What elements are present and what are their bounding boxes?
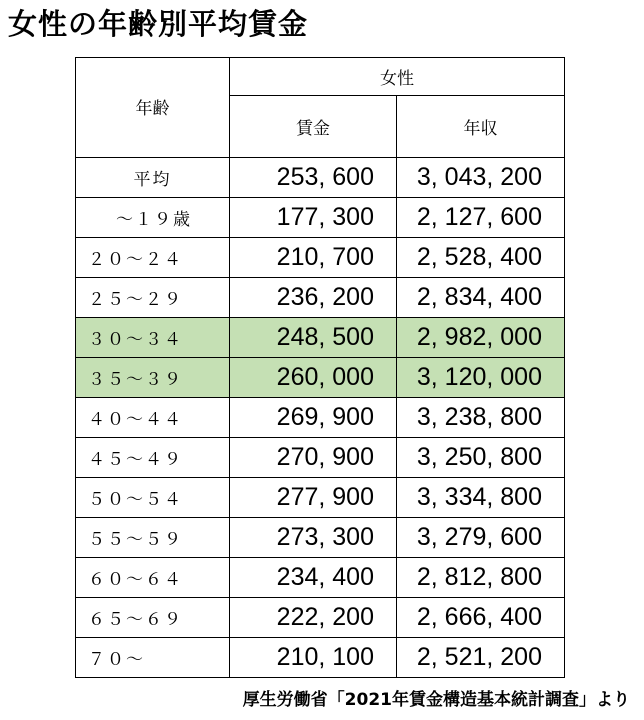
table-row: [76, 318, 565, 358]
header-annual: 年収: [397, 96, 565, 158]
wage-cell: 248, 500: [230, 318, 397, 358]
age-cell: ５５～５９: [76, 518, 230, 558]
wage-cell: 234, 400: [230, 558, 397, 598]
header-wage: 賃金: [230, 96, 397, 158]
wage-cell: 269, 900: [230, 398, 397, 438]
wage-cell: 236, 200: [230, 278, 397, 318]
annual-cell: 2, 127, 600: [397, 198, 565, 238]
age-cell: ５０～５４: [76, 478, 230, 518]
annual-cell: 2, 834, 400: [397, 278, 565, 318]
table-row: [76, 518, 565, 558]
age-cell: 平均: [76, 158, 230, 198]
annual-cell: 2, 666, 400: [397, 598, 565, 638]
annual-cell: 2, 982, 000: [397, 318, 565, 358]
table-row: [76, 598, 565, 638]
wage-cell: 260, 000: [230, 358, 397, 398]
wage-table: [75, 57, 565, 678]
age-cell: ４０～４４: [76, 398, 230, 438]
page-title: 女性の年齢別平均賃金: [8, 7, 309, 41]
header-gender: 女性: [230, 58, 565, 96]
table-row: [76, 398, 565, 438]
table-row: [76, 358, 565, 398]
annual-cell: 3, 120, 000: [397, 358, 565, 398]
wage-cell: 210, 700: [230, 238, 397, 278]
annual-cell: 2, 521, 200: [397, 638, 565, 678]
age-cell: ３５～３９: [76, 358, 230, 398]
age-cell: ４５～４９: [76, 438, 230, 478]
source-note: 厚生労働省「2021年賃金構造基本統計調査」より: [242, 690, 630, 710]
table-row: [76, 438, 565, 478]
age-cell: ３０～３４: [76, 318, 230, 358]
wage-cell: 177, 300: [230, 198, 397, 238]
age-cell: ６０～６４: [76, 558, 230, 598]
wage-cell: 210, 100: [230, 638, 397, 678]
annual-cell: 2, 528, 400: [397, 238, 565, 278]
wage-cell: 270, 900: [230, 438, 397, 478]
annual-cell: 3, 043, 200: [397, 158, 565, 198]
table-row: [76, 638, 565, 678]
wage-cell: 277, 900: [230, 478, 397, 518]
table-row: [76, 278, 565, 318]
header-age: 年齢: [76, 58, 230, 158]
age-cell: ７０～: [76, 638, 230, 678]
header-row: [76, 58, 565, 96]
wage-cell: 273, 300: [230, 518, 397, 558]
age-cell: ～１９歳: [76, 198, 230, 238]
table-row: [76, 558, 565, 598]
age-cell: ２５～２９: [76, 278, 230, 318]
wage-table-body: [76, 58, 565, 678]
wage-cell: 253, 600: [230, 158, 397, 198]
table-row: [76, 158, 565, 198]
age-cell: ２０～２４: [76, 238, 230, 278]
table-row: [76, 198, 565, 238]
annual-cell: 2, 812, 800: [397, 558, 565, 598]
annual-cell: 3, 250, 800: [397, 438, 565, 478]
table-row: [76, 238, 565, 278]
annual-cell: 3, 334, 800: [397, 478, 565, 518]
wage-cell: 222, 200: [230, 598, 397, 638]
annual-cell: 3, 279, 600: [397, 518, 565, 558]
age-cell: ６５～６９: [76, 598, 230, 638]
annual-cell: 3, 238, 800: [397, 398, 565, 438]
table-row: [76, 478, 565, 518]
